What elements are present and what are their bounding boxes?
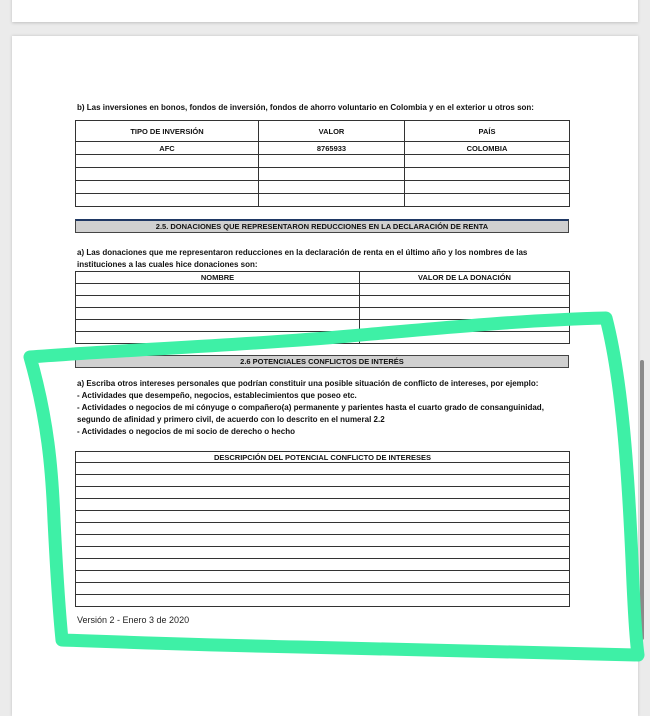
- table-row: [76, 511, 570, 523]
- table-cell: [76, 523, 570, 535]
- table-header-row: [76, 272, 570, 284]
- investments-intro: b) Las inversiones en bonos, fondos de inversión, fondos de ahorro voluntario en Colombia y en el exterior u otros son:: [77, 103, 534, 112]
- table-row: [76, 463, 570, 475]
- table-cell: [259, 181, 405, 194]
- table-cell: [76, 332, 360, 344]
- table-cell: [76, 487, 570, 499]
- table-cell: COLOMBIA: [405, 142, 570, 155]
- table-row: [76, 547, 570, 559]
- table-row: [76, 595, 570, 607]
- section-2-6-title: 2.6 POTENCIALES CONFLICTOS DE INTERÉS: [75, 355, 569, 368]
- table-cell: [76, 559, 570, 571]
- table-cell: [76, 181, 259, 194]
- conflicts-intro-line-4: segundo de afinidad y primero civil, de acuerdo con lo descrito en el numeral 2.2: [77, 415, 385, 424]
- table-cell: [405, 181, 570, 194]
- table-row: [76, 194, 570, 207]
- donations-intro-line-1: a) Las donaciones que me representaron reducciones en la declaración de renta en el último año y los nombres de las: [77, 248, 528, 257]
- conflicts-intro-line-2: - Actividades que desempeño, negocios, establecimientos que poseo etc.: [77, 391, 357, 400]
- table-row: [76, 332, 570, 344]
- column-header: TIPO DE INVERSIÓN: [76, 121, 259, 142]
- table-row: [76, 535, 570, 547]
- table-row: [76, 284, 570, 296]
- table-cell: [360, 332, 570, 344]
- table-cell: [76, 168, 259, 181]
- table-row: [76, 181, 570, 194]
- table-cell: [360, 320, 570, 332]
- table-row: [76, 155, 570, 168]
- donations-intro-line-2: instituciones a las cuales hice donaciones son:: [77, 260, 258, 269]
- table-cell: [76, 296, 360, 308]
- column-header: DESCRIPCIÓN DEL POTENCIAL CONFLICTO DE INTERESES: [76, 452, 570, 463]
- table-cell: [259, 168, 405, 181]
- table-cell: [405, 194, 570, 207]
- table-row: [76, 296, 570, 308]
- table-cell: [405, 155, 570, 168]
- table-cell: [76, 194, 259, 207]
- table-cell: [360, 308, 570, 320]
- table-cell: [76, 463, 570, 475]
- investments-table: [75, 120, 570, 207]
- table-row: [76, 571, 570, 583]
- table-cell: [76, 284, 360, 296]
- scrollbar-thumb[interactable]: [640, 360, 644, 640]
- table-cell: [76, 308, 360, 320]
- table-cell: [76, 571, 570, 583]
- table-cell: [405, 168, 570, 181]
- table-row: [76, 499, 570, 511]
- donations-table: [75, 271, 570, 344]
- table-row: [76, 168, 570, 181]
- table-row: [76, 487, 570, 499]
- table-row: [76, 308, 570, 320]
- table-cell: [259, 155, 405, 168]
- column-header: NOMBRE: [76, 272, 360, 284]
- table-cell: [76, 320, 360, 332]
- table-cell: [76, 155, 259, 168]
- conflicts-intro-line-1: a) Escriba otros intereses personales que podrían constituir una posible situación de conflicto de intereses, por ejemplo:: [77, 379, 539, 388]
- table-cell: [76, 583, 570, 595]
- conflicts-intro-line-5: - Actividades o negocios de mi socio de derecho o hecho: [77, 427, 295, 436]
- table-cell: [76, 535, 570, 547]
- table-cell: [360, 284, 570, 296]
- conflicts-table: [75, 451, 570, 607]
- table-row: [76, 475, 570, 487]
- table-cell: [76, 475, 570, 487]
- table-row: [76, 559, 570, 571]
- previous-page-edge: [12, 0, 638, 22]
- table-cell: [360, 296, 570, 308]
- table-cell: [76, 595, 570, 607]
- table-row: [76, 523, 570, 535]
- table-header-row: [76, 452, 570, 463]
- table-row: [76, 142, 570, 155]
- table-cell: AFC: [76, 142, 259, 155]
- table-row: [76, 320, 570, 332]
- table-cell: 8765933: [259, 142, 405, 155]
- table-header-row: [76, 121, 570, 142]
- version-footer: Versión 2 - Enero 3 de 2020: [77, 615, 190, 625]
- column-header: VALOR: [259, 121, 405, 142]
- table-cell: [76, 499, 570, 511]
- column-header: PAÍS: [405, 121, 570, 142]
- column-header: VALOR DE LA DONACIÓN: [360, 272, 570, 284]
- table-cell: [259, 194, 405, 207]
- table-row: [76, 583, 570, 595]
- section-2-5-title: 2.5. DONACIONES QUE REPRESENTARON REDUCCIONES EN LA DECLARACIÓN DE RENTA: [75, 219, 569, 233]
- table-cell: [76, 511, 570, 523]
- conflicts-intro-line-3: - Actividades o negocios de mi cónyuge o compañero(a) permanente y parientes hasta el cuarto grado de consanguinidad,: [77, 403, 544, 412]
- table-cell: [76, 547, 570, 559]
